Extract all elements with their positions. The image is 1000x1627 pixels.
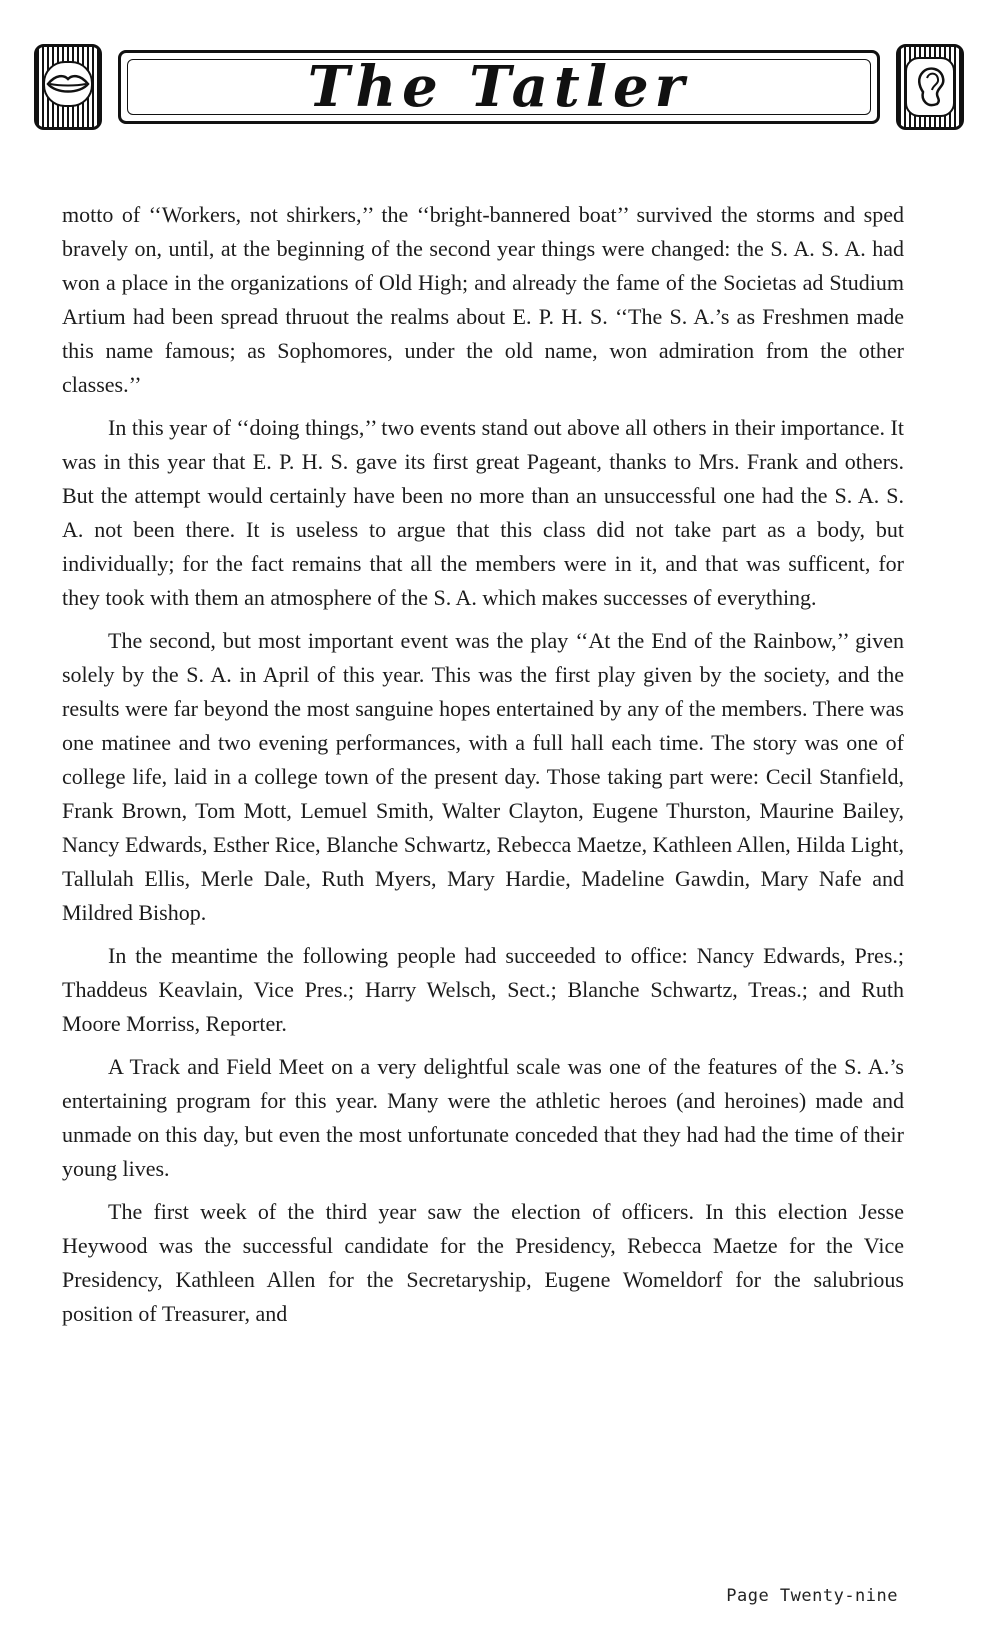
- paragraph: motto of ‘‘Workers, not shirkers,’’ the ‘‘bright-bannered boat’’ survived the storms and sped bravely on, until, at the beginning of the second year things were changed: the S. A. S. A. had won a place in the organizations of Old High; and already the fame of the Societas ad Studium Artium had been spread thruout the realms about E. P. H. S. ‘‘The S. A.’s as Freshmen made this name famous; as Sophomores, under the old name, won admiration from the other classes.’’: [62, 202, 904, 397]
- masthead-title: The Tatler: [307, 54, 691, 120]
- masthead: [34, 44, 964, 130]
- masthead-title-box: [118, 50, 880, 124]
- lips-ornament: [34, 44, 102, 130]
- page-number: Page Twenty-nine: [726, 1586, 898, 1606]
- lips-icon: [43, 61, 93, 107]
- paragraph: In this year of ‘‘doing things,’’ two events stand out above all others in their importance. It was in this year that E. P. H. S. gave its first great Pageant, thanks to Mrs. Frank and others. But the attempt would certainly have been no more than an unsuccessful one had the S. A. S. A. not been there. It is useless to argue that this class did not take part as a body, but individually; for the fact remains that all the members were in it, and that was sufficent, for they took with them an atmosphere of the S. A. which makes successes of everything.: [62, 415, 904, 610]
- paragraph: The first week of the third year saw the election of officers. In this election Jesse Heywood was the successful candidate for the Presidency, Rebecca Maetze for the Vice Presidency, Kathleen Allen for the Secretaryship, Eugene Womeldorf for the salubrious position of Treasurer, and: [62, 1199, 904, 1326]
- paragraph: In the meantime the following people had succeeded to office: Nancy Edwards, Pres.; Thaddeus Keavlain, Vice Pres.; Harry Welsch, Sect.; Blanche Schwartz, Treas.; and Ruth Moore Morriss, Reporter.: [62, 943, 904, 1036]
- paragraph: A Track and Field Meet on a very delightful scale was one of the features of the S. A.’s entertaining program for this year. Many were the athletic heroes (and heroines) made and unmade on this day, but even the most unfortunate conceded that they had had the time of their young lives.: [62, 1054, 904, 1181]
- ear-ornament: [896, 44, 964, 130]
- article-body: [62, 198, 904, 1340]
- ear-icon: [905, 57, 955, 117]
- paragraph: The second, but most important event was the play ‘‘At the End of the Rainbow,’’ given solely by the S. A. in April of this year. This was the first play given by the society, and the results were far beyond the most sanguine hopes entertained by any of the members. There was one matinee and two evening performances, with a full hall each time. The story was one of college life, laid in a college town of the present day. Those taking part were: Cecil Stanfield, Frank Brown, Tom Mott, Lemuel Smith, Walter Clayton, Eugene Thurston, Maurine Bailey, Nancy Edwards, Esther Rice, Blanche Schwartz, Rebecca Maetze, Kathleen Allen, Hilda Light, Tallulah Ellis, Merle Dale, Ruth Myers, Mary Hardie, Madeline Gawdin, Mary Nafe and Mildred Bishop.: [62, 628, 904, 925]
